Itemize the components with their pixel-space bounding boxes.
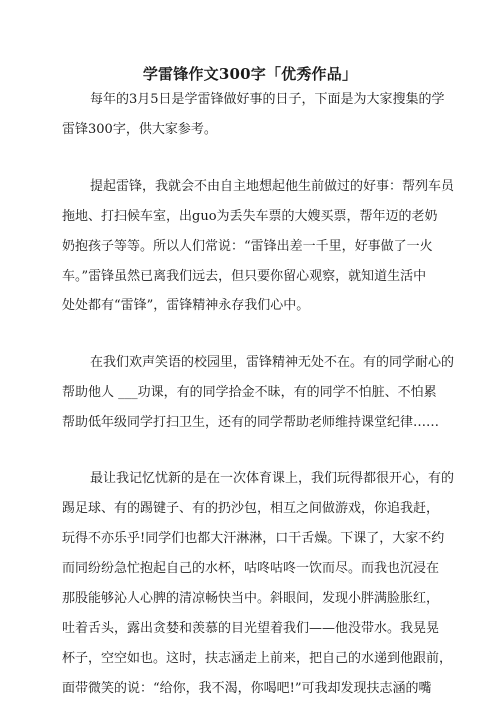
paragraph-4-line-8: 面带微笑的说：“给你，我不渴，你喝吧!”可我却发现扶志涵的嘴	[62, 681, 432, 696]
paragraph-4-line-1: 最让我记忆忧新的是在一次体育课上，我们玩得都很开心，有的	[90, 471, 455, 486]
paragraph-2-line-2: 拖地、打扫候车室，出guo为丢失车票的大嫂买票，帮年迈的老奶	[62, 209, 438, 224]
document-title: 学雷锋作文300字「优秀作品」	[142, 65, 358, 83]
paragraph-4-line-7: 杯子，空空如也。这时，扶志涵走上前来，把自己的水递到他跟前，	[62, 651, 453, 666]
paragraph-4-line-4: 而同纷纷急忙抱起自己的水杯，咕咚咕咚一饮而尽。而我也沉浸在	[62, 561, 440, 576]
paragraph-2-line-3: 奶抱孩子等等。所以人们常说：“雷锋出差一千里，好事做了一火	[62, 239, 433, 254]
paragraph-3-line-3: 帮助低年级同学打扫卫生，还有的同学帮助老师维持课堂纪律……	[62, 415, 440, 430]
paragraph-2-line-1: 提起雷锋，我就会不由自主地想起他生前做过的好事：帮列车员	[90, 179, 455, 194]
paragraph-4-line-6: 吐着舌头，露出贪婪和羡慕的目光望着我们——他没带水。我晃晃	[62, 621, 440, 636]
paragraph-1-line-2: 雷锋300字，供大家参考。	[62, 122, 217, 137]
paragraph-2-line-5: 处处都有“雷锋”，雷锋精神永存我们心中。	[62, 298, 310, 313]
paragraph-1-line-1: 每年的3月5日是学雷锋做好事的日子，下面是为大家搜集的学	[90, 92, 445, 107]
paragraph-3-line-1: 在我们欢声笑语的校园里，雷锋精神无处不在。有的同学耐心的	[90, 355, 455, 370]
paragraph-2-line-4: 车。”雷锋虽然已离我们远去，但只要你留心观察，就知道生活中	[62, 269, 427, 284]
paragraph-3-line-2: 帮助他人 ___功课，有的同学拾金不昧，有的同学不怕脏、不怕累	[62, 385, 437, 400]
paragraph-4-line-5: 那股能够沁人心脾的清凉畅快当中。斜眼间，发现小胖满脸胀红，	[62, 591, 440, 606]
paragraph-4-line-3: 玩得不亦乐乎!同学们也都大汗淋淋，口干舌燥。下课了，大家不约	[62, 531, 445, 546]
paragraph-4-line-2: 踢足球、有的踢键子、有的扔沙包，相互之间做游戏，你追我赶，	[62, 501, 440, 516]
